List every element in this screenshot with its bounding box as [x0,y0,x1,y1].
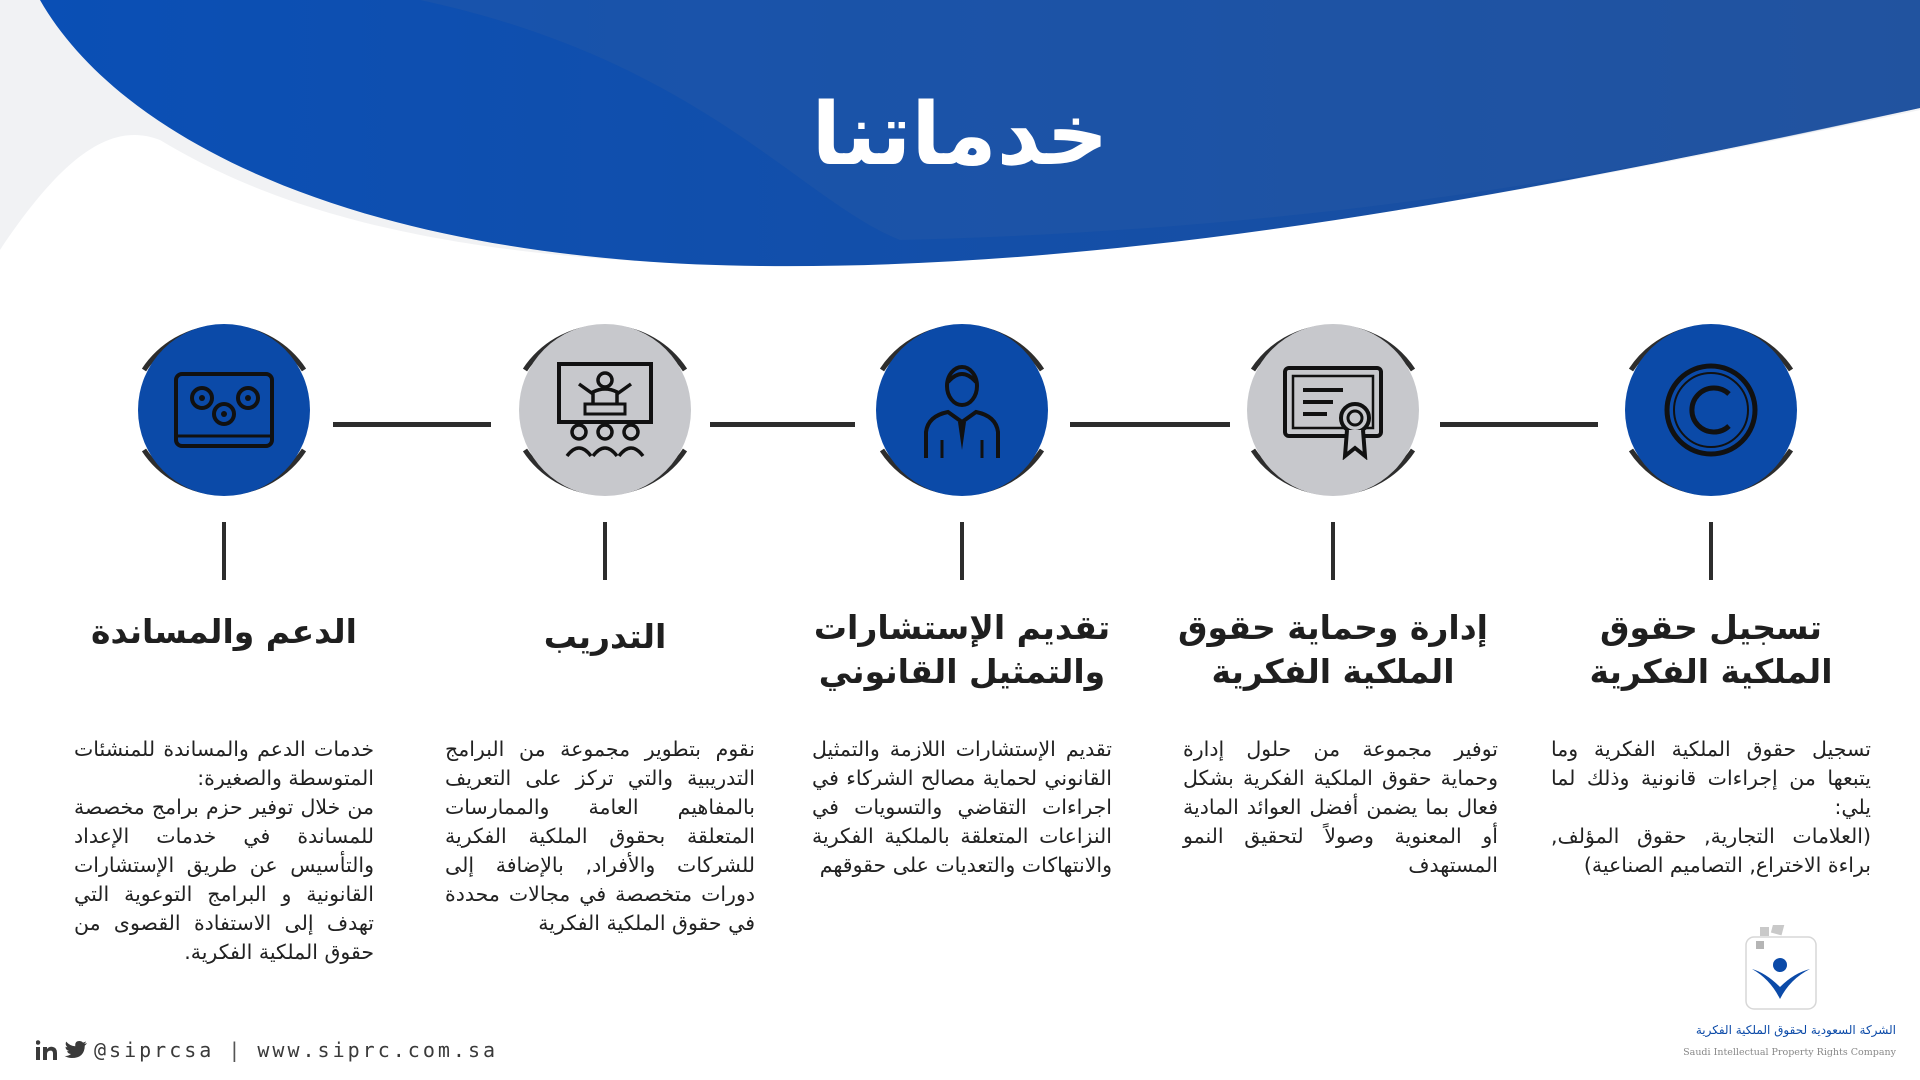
service-title: التدريب [543,617,667,656]
stem-line [222,522,226,580]
service-description: خدمات الدعم والمساندة للمنشئات المتوسطة والصغيرة: من خلال توفير حزم برامج مخصصة للمساندة في خدمات الإعداد والتأسيس عن طريق الإستشارات القانونية و البرامج التوعوية التي تهدف إلى الاستفادة القصوى من حقوق الملكية الفكرية. [74,737,374,964]
icon-disk [1625,324,1797,496]
connector-line [1070,422,1230,427]
service-title: تسجيل حقوق الملكية الفكرية [1589,608,1833,691]
logo-name-ar: الشركة السعودية لحقوق الملكية الفكرية [1695,1023,1896,1037]
stem-line [603,522,607,580]
connector-line [333,422,491,427]
service-title: الدعم والمساندة [91,612,357,651]
service-title: إدارة وحماية حقوق الملكية الفكرية [1178,608,1488,691]
service-icon-circle [1233,310,1433,510]
service-description: تسجيل حقوق الملكية الفكرية وما يتبعها من إجراءات قانونية وذلك لما يلي: (العلامات التجارية, حقوق المؤلف, براءة الاختراع, التصاميم الصناعية) [1551,737,1871,877]
service-icon-circle [862,310,1062,510]
company-logo [1660,925,1900,1065]
website-link[interactable]: www.siprc.com.sa [257,1038,499,1062]
icon-disk [1247,324,1419,496]
icon-disk [519,324,691,496]
logo-name-en: Saudi Intellectual Property Rights Company [1683,1047,1896,1058]
gears-screen-icon [174,360,274,460]
service-title: تقديم الإستشارات والتمثيل القانوني [813,608,1111,691]
lawyer-icon [912,360,1012,460]
footer [36,1038,498,1062]
connector-line [1440,422,1598,427]
divider: | [228,1038,244,1062]
stem-line [960,522,964,580]
stem-line [1709,522,1713,580]
stem-line [1331,522,1335,580]
service-icon-circle [505,310,705,510]
linkedin-icon[interactable] [36,1040,58,1060]
social-handle[interactable]: @siprcsa [94,1038,215,1062]
page-title: خدماتنا [811,85,1109,185]
logo-mark [1660,925,1900,1020]
twitter-icon[interactable] [64,1040,88,1060]
service-icon-circle [124,310,324,510]
service-description: توفير مجموعة من حلول إدارة وحماية حقوق الملكية الفكرية بشكل فعال بما يضمن أفضل العوائد المادية أو المعنوية وصولاً لتحقيق النمو المستهدف [1183,737,1498,877]
certificate-icon [1283,360,1383,460]
service-description: نقوم بتطوير مجموعة من البرامج التدريبية والتي تركز على التعريف بالمفاهيم العامة والممارسات المتعلقة بحقوق الملكية الفكرية للشركات والأفراد, بالإضافة إلى دورات متخصصة في مجالات محددة في حقوق الملكية الفكرية [445,737,755,935]
service-description: تقديم الإستشارات اللازمة والتمثيل القانوني لحماية مصالح الشركاء في اجراءات التقاضي والتسويات في النزاعات المتعلقة بالملكية الفكرية والانتهاكات والتعديات على حقوقهم [812,737,1112,877]
icon-disk [138,324,310,496]
training-icon [555,360,655,460]
icon-disk [876,324,1048,496]
connector-line [710,422,855,427]
copyright-icon [1661,360,1761,460]
service-icon-circle [1611,310,1811,510]
